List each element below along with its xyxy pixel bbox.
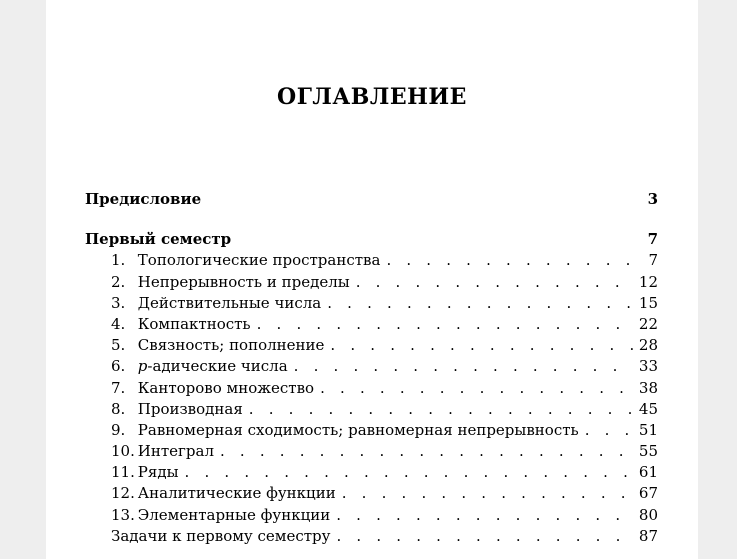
document-page xyxy=(46,0,698,559)
toc-entry-number: 6. xyxy=(111,357,126,376)
toc-page-number: 87 xyxy=(638,526,658,545)
dot-leader xyxy=(585,421,633,439)
toc-page-number: 12 xyxy=(638,272,658,291)
dot-leader xyxy=(320,379,633,397)
dot-leader xyxy=(356,273,633,291)
math-variable: p xyxy=(137,357,148,376)
toc-page-number: 3 xyxy=(647,190,658,208)
toc-page-number: 7 xyxy=(648,251,658,270)
toc-page-number: 15 xyxy=(638,293,658,312)
toc-part-semester[interactable] xyxy=(85,230,658,251)
toc-entry-number: 10. xyxy=(111,442,135,461)
page-title: ОГЛАВЛЕНИЕ xyxy=(277,84,467,110)
toc-entry[interactable] xyxy=(85,336,658,357)
toc-entry-number: 3. xyxy=(111,293,126,312)
toc-entry[interactable] xyxy=(85,294,658,315)
toc-entry-label-text: -адические числа xyxy=(147,357,288,376)
toc-entry[interactable] xyxy=(85,463,658,484)
toc-page-number: 22 xyxy=(638,314,658,333)
toc-entry[interactable] xyxy=(85,273,658,294)
toc-entry-number: 11. xyxy=(111,463,135,482)
toc-entry[interactable] xyxy=(85,484,658,505)
dot-leader xyxy=(249,400,633,418)
toc-entry-number: 13. xyxy=(111,505,135,524)
table-of-contents xyxy=(85,190,658,548)
toc-entry[interactable] xyxy=(85,251,658,272)
dot-leader xyxy=(294,357,633,375)
toc-entry-label: Аналитические функции xyxy=(137,484,336,503)
toc-entry[interactable] xyxy=(85,442,658,463)
toc-page-number: 51 xyxy=(638,420,658,439)
toc-entry-number: 7. xyxy=(111,378,126,397)
toc-entry-number: 1. xyxy=(111,251,126,270)
dot-leader xyxy=(336,527,632,545)
dot-leader xyxy=(330,336,633,354)
toc-entry-label xyxy=(138,357,288,375)
toc-entry[interactable] xyxy=(85,400,658,421)
toc-entry-label: Задачи к первому семестру xyxy=(111,526,331,545)
toc-entry-label: Связность; пополнение xyxy=(137,336,325,355)
toc-entry-label: Канторово множество xyxy=(137,378,315,397)
dot-leader xyxy=(220,442,633,460)
toc-entry-label: Действительные числа xyxy=(137,293,322,312)
toc-entry-exercises[interactable] xyxy=(85,527,658,548)
dot-leader xyxy=(257,315,633,333)
toc-entry-label: Интеграл xyxy=(137,442,214,461)
toc-entry[interactable] xyxy=(85,421,658,442)
toc-entry-number: 5. xyxy=(111,336,126,355)
dot-leader xyxy=(336,506,633,524)
toc-page-number: 61 xyxy=(638,463,658,482)
toc-part-label: Предисловие xyxy=(85,190,202,208)
toc-entry-label: Топологические пространства xyxy=(137,251,381,270)
toc-entry-number: 2. xyxy=(111,272,126,291)
toc-entry-label: Равномерная сходимость; равномерная непрерывность xyxy=(137,420,579,439)
toc-entry[interactable] xyxy=(85,315,658,336)
toc-page-number: 67 xyxy=(638,484,658,503)
toc-entry-number: 12. xyxy=(111,484,135,503)
toc-entry-label: Производная xyxy=(137,399,243,418)
toc-entry-number: 4. xyxy=(111,314,126,333)
toc-entry[interactable] xyxy=(85,357,658,378)
toc-entry[interactable] xyxy=(85,506,658,527)
toc-entry-number: 9. xyxy=(111,420,126,439)
toc-entry-label: Компактность xyxy=(137,314,251,333)
toc-entry-label: Элементарные функции xyxy=(137,505,331,524)
dot-leader xyxy=(327,294,633,312)
dot-leader xyxy=(342,484,633,502)
toc-page-number: 45 xyxy=(638,399,658,418)
toc-part-preface[interactable] xyxy=(85,190,658,211)
toc-page-number: 33 xyxy=(638,357,658,376)
toc-page-number: 28 xyxy=(638,336,658,355)
toc-entry-number: 8. xyxy=(111,399,126,418)
toc-page-number: 55 xyxy=(638,442,658,461)
dot-leader xyxy=(386,251,634,269)
toc-page-number: 7 xyxy=(647,230,658,249)
toc-entry[interactable] xyxy=(85,379,658,400)
dot-leader xyxy=(185,463,633,481)
toc-page-number: 80 xyxy=(638,505,658,524)
toc-part-label: Первый семестр xyxy=(85,230,232,249)
toc-entry-label: Непрерывность и пределы xyxy=(137,272,350,291)
toc-entry-label: Ряды xyxy=(137,463,179,482)
toc-page-number: 38 xyxy=(638,378,658,397)
